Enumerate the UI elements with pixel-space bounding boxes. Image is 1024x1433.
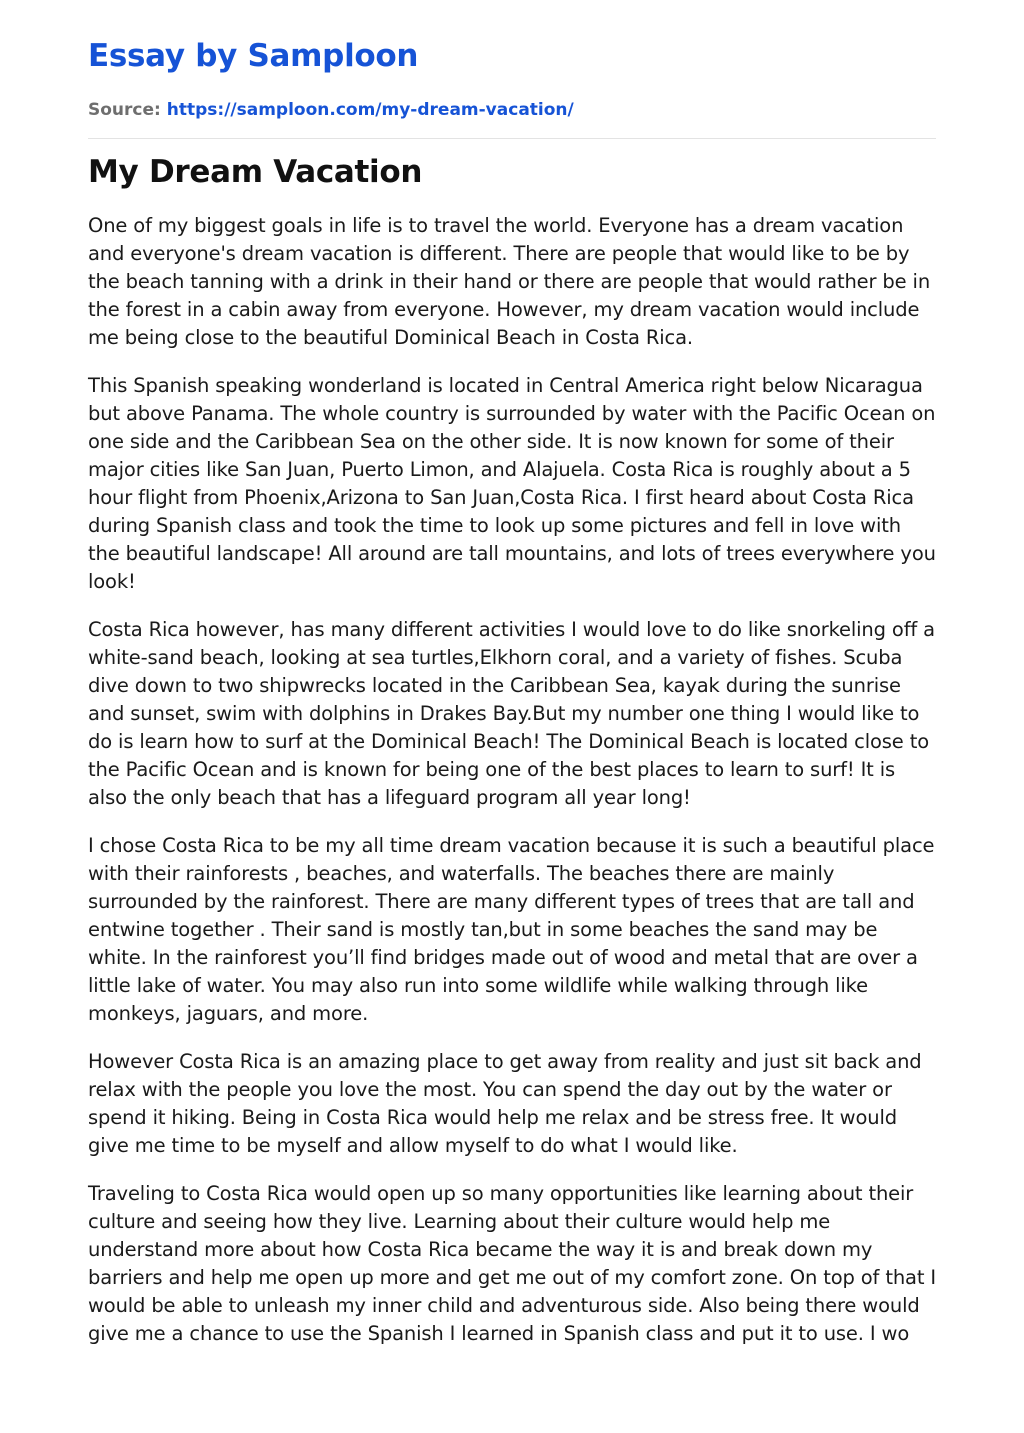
source-link[interactable]: https://samploon.com/my-dream-vacation/ [166, 100, 574, 120]
source-line [88, 98, 936, 122]
essay-paragraph-2: This Spanish speaking wonderland is located in Central America right below Nicaragua but above Panama. The whole country is surrounded by water with the Pacific Ocean on one side and the Caribbean Sea on the other side. It is now known for some of their major cities like San Juan, Puerto Limon, and Alajuela. Costa Rica is roughly about a 5 hour flight from Phoenix,Arizona to San Juan,Costa Rica. I first heard about Costa Rica during Spanish class and took the time to look up some pictures and fell in love with the beautiful landscape! All around are tall mountains, and lots of trees everywhere you look! [88, 374, 936, 593]
essay-paragraph-6: Traveling to Costa Rica would open up so many opportunities like learning about their culture and seeing how they live. Learning about their culture would help me understand more about how Costa Rica became the way it is and break down my barriers and help me open up more and get me out of my comfort zone. On top of that I would be able to unleash my inner child and adventurous side. Also being there would give me a chance to use the Spanish I learned in Spanish class and put it to use. I wo [88, 1182, 936, 1345]
header-divider [88, 138, 936, 139]
source-label: Source: [88, 100, 161, 120]
essay-paragraph-5: However Costa Rica is an amazing place to get away from reality and just sit back and relax with the people you love the most. You can spend the day out by the water or spend it hiking. Being in Costa Rica would help me relax and be stress free. It would give me time to be myself and allow myself to do what I would like. [88, 1050, 922, 1157]
site-brand-title: Essay by Samploon [88, 38, 419, 74]
essay-title: My Dream Vacation [88, 154, 423, 190]
essay-body [88, 212, 936, 1348]
essay-paragraph-4: I chose Costa Rica to be my all time dream vacation because it is such a beautiful place with their rainforests , beaches, and waterfalls. The beaches there are mainly surrounded by the rainforest. There are many different types of trees that are tall and entwine together . Their sand is mostly tan,but in some beaches the sand may be white. In the rainforest you’ll find bridges made out of wood and metal that are over a little lake of water. You may also run into some wildlife while walking through like monkeys, jaguars, and more. [88, 834, 935, 1025]
document-page [88, 0, 936, 1368]
essay-paragraph-1: One of my biggest goals in life is to travel the world. Everyone has a dream vacation and everyone's dream vacation is different. There are people that would like to be by the beach tanning with a drink in their hand or there are people that would rather be in the forest in a cabin away from everyone. However, my dream vacation would include me being close to the beautiful Dominical Beach in Costa Rica. [88, 214, 931, 349]
essay-paragraph-3: Costa Rica however, has many different activities I would love to do like snorkeling off a white-sand beach, looking at sea turtles,Elkhorn coral, and a variety of fishes. Scuba dive down to two shipwrecks located in the Caribbean Sea, kayak during the sunrise and sunset, swim with dolphins in Drakes Bay.But my number one thing I would like to do is learn how to surf at the Dominical Beach! The Dominical Beach is located close to the Pacific Ocean and is known for being one of the best places to learn to surf! It is also the only beach that has a lifeguard program all year long! [88, 618, 935, 809]
